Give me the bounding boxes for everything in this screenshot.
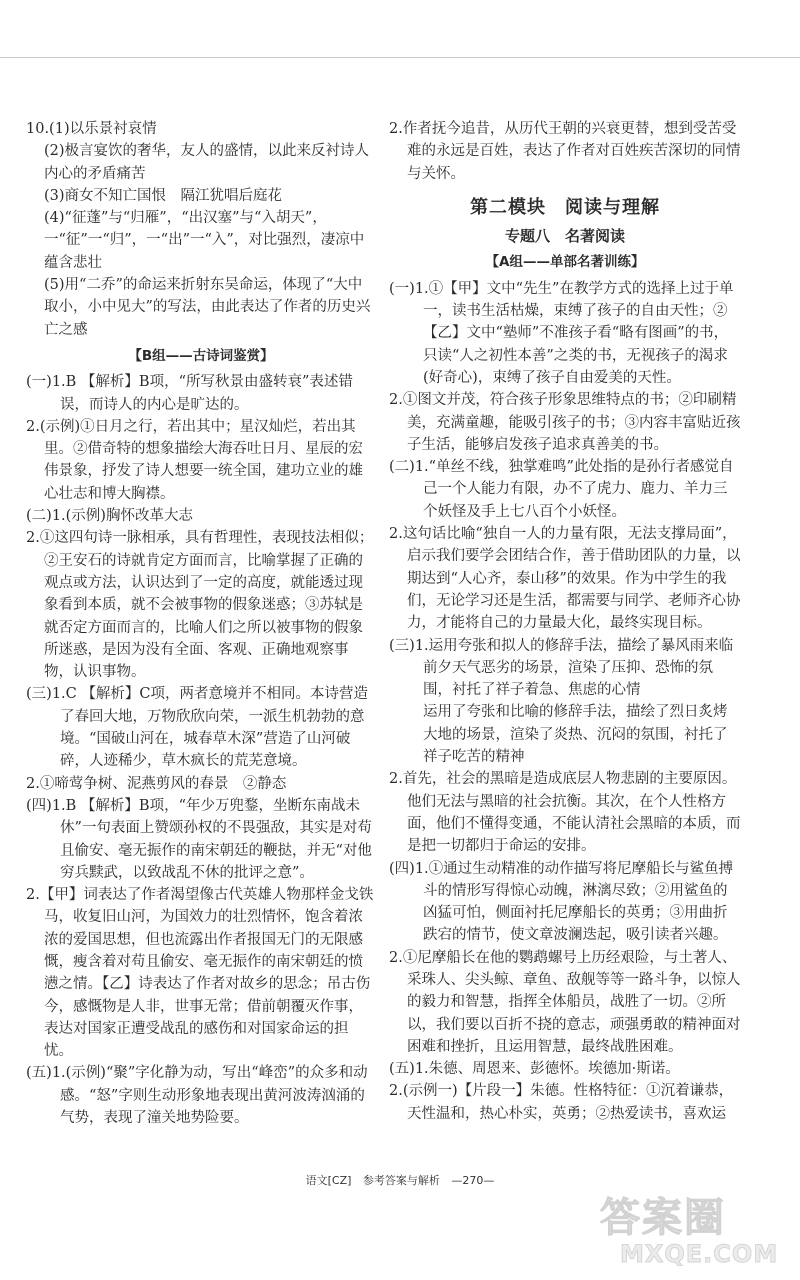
right-column-top	[389, 118, 741, 185]
answer-paragraph: (一)1.①【甲】文中“先生”在教学方式的选择上过于单一，读书生活枯燥，束缚了孩子的自由天性；②【乙】文中“塾师”不准孩子看“略有图画”的书，只读“人之初性本善”之类的书，无视孩子的渴求(好奇心)，束缚了孩子自由爱美的天性。	[389, 280, 734, 386]
answer-paragraph: 【B组——古诗词鉴赏】	[128, 347, 274, 364]
answer-paragraph: 10.(1)以乐景衬哀情	[26, 121, 157, 137]
answer-paragraph: (四)1.①通过生动精准的动作描写将尼摩船长与鲨鱼搏斗的情形写得惊心动魄，淋漓尽致；②用鲨鱼的凶猛可怕，侧面衬托尼摩船长的英勇；③用曲折跌宕的情节，使文章波澜迭起，吸引读者兴趣。	[389, 860, 734, 944]
answer-paragraph: 2.首先，社会的黑暗是造成底层人物悲剧的主要原因。他们无法与黑暗的社会抗衡。其次，在个人性格方面，他们不懂得变通，不能认清社会黑暗的本质，而是把一切都归于命运的安排。	[389, 771, 741, 855]
right-column	[389, 118, 741, 1125]
answer-paragraph: (一)1.B 【解析】B项，“所写秋景由盛转衰”表述错误，而诗人的内心是旷达的。	[26, 374, 353, 413]
answer-paragraph: (5)用“二乔”的命运来折射东吴命运，体现了“大中取小，小中见大”的写法，由此表达了作者的历史兴亡之感	[44, 277, 371, 338]
answer-paragraph: (二)1.“单丝不线，独掌难鸣”此处指的是孙行者感觉自己一个人能力有限，办不了虎力、鹿力、羊力三个妖怪及手上七八百个小妖怪。	[389, 459, 734, 520]
answer-paragraph: (五)1.朱德、周恩来、彭德怀。埃德加·斯诺。	[389, 1061, 680, 1078]
answer-paragraph: (3)商女不知亡国恨 隔江犹唱后庭花	[44, 187, 283, 204]
answer-paragraph: 2.①啼莺争树、泥燕剪风的春景 ②静态	[26, 775, 287, 792]
module-title: 第二模块 阅读与理解	[470, 196, 660, 218]
answer-paragraph: 2.这句话比喻“独自一人的力量有限，无法支撑局面”，启示我们要学会团结合作，善于借助团队的力量，以期达到“人心齐，泰山移”的效果。作为中学生的我们，无论学习还是生活，都需要与同学、老师齐心协力，才能将自己的力量最大化，最终实现目标。	[389, 526, 741, 632]
answer-paragraph: (三)1.C 【解析】C项，两者意境并不相同。本诗营造了春回大地，万物欣欣向荣，一派生机勃勃的意境。“国破山河在，城春草木深”营造了山河破碎，人迹稀少，草木疯长的荒芜意境。	[26, 686, 368, 770]
right-column-answers	[389, 278, 741, 1125]
top-rule	[0, 57, 800, 58]
answer-paragraph: 运用了夸张和比喻的修辞手法，描绘了烈日炙烤大地的场景，渲染了炎热、沉闷的氛围，衬托了祥子吃苦的精神	[423, 704, 728, 766]
answer-paragraph: (2)极言宴饮的奢华，友人的盛情，以此来反衬诗人内心的矛盾痛苦	[44, 143, 370, 182]
answer-paragraph: (五)1.(示例)“聚”字化静为动，写出“峰峦”的众多和动感。“怒”字则生动形象地表现出黄河波涛汹涌的气势，表现了潼关地势险要。	[26, 1065, 368, 1127]
answer-paragraph: (三)1.运用夸张和拟人的修辞手法，描绘了暴风雨来临前夕天气恶劣的场景，渲染了压抑、恐怖的氛围，衬托了祥子着急、焦虑的心情	[389, 637, 734, 699]
watermark-url: MXQE.COM	[620, 1240, 779, 1268]
answer-paragraph: 2.(示例一)【片段一】朱德。性格特征：①沉着谦恭，天性温和，热心朴实，英勇；②热爱读书，喜欢运	[389, 1083, 734, 1122]
left-column	[26, 118, 376, 1129]
answer-paragraph: 2.(示例)①日月之行，若出其中；星汉灿烂，若出其里。②借奇特的想象描绘大海吞吐日月、星辰的宏伟景象，抒发了诗人想要一统全国，建功立业的雄心壮志和博大胸襟。	[26, 418, 363, 502]
watermark-logo: 答案圈	[600, 1195, 726, 1241]
footer-book: 参考答案与解析	[362, 1174, 440, 1187]
topic-title: 专题八 名著阅读	[504, 227, 625, 246]
answer-paragraph: (四)1.B 【解析】B项，“年少万兜鍪，坐断东南战未休”一句表面上赞颂孙权的不畏强敌，其实是对苟且偷安、毫无振作的南宋朝廷的鞭挞，并无“对他穷兵黩武，以致战乱不休的批评之意”。	[26, 797, 372, 881]
answer-paragraph: 2.①这四句诗一脉相承，具有哲理性，表现技法相似；②王安石的诗就肯定方面而言，比喻掌握了正确的观点或方法，认识达到了一定的高度，就能透过现象看到本质，就不会被事物的假象迷惑；③苏轼是就否定方面而言的，比喻人们之所以被事物的假象所迷惑，是因为没有全面、客观、正确地观察事物，认识事物。	[26, 530, 374, 681]
answer-paragraph: 2.①尼摩船长在他的鹦鹉螺号上历经艰险，与土著人、采珠人、尖头鲸、章鱼、敌舰等等一路斗争，以惊人的毅力和智慧，指挥全体船员，战胜了一切。②所以，我们要以百折不挠的意志，顽强勇敢的精神面对困难和挫折，且运用智慧，最终战胜困难。	[389, 949, 741, 1055]
watermark	[600, 1186, 790, 1276]
footer-subject: 语文[CZ]	[305, 1174, 352, 1187]
answer-paragraph: 2.【甲】词表达了作者渴望像古代英雄人物那样金戈铁马，收复旧山河，为国效力的壮烈情怀，饱含着浓浓的爱国思想，但也流露出作者报国无门的无限感慨，瘦含着对苟且偷安、毫无振作的南宋朝廷的愤懑之情。【乙】诗表达了作者对故乡的思念；吊古伤今，感慨物是人非，世事无常；借前朝覆灭作事，表达对国家正遭受战乱的感伤和对国家命运的担忧。	[26, 887, 374, 1060]
group-title: 【A组——单部名著训练】	[485, 254, 645, 271]
answer-paragraph: (二)1.(示例)胸怀改革大志	[26, 508, 193, 525]
answer-paragraph: 2.作者抚今追昔，从历代王朝的兴衰更替，想到受苦受难的永远是百姓，表达了作者对百姓疾苦深切的同情与关怀。	[389, 121, 741, 182]
answer-paragraph: 2.①图文并茂，符合孩子形象思维特点的书；②印刷精美，充满童趣，能吸引孩子的书；③内容丰富贴近孩子生活，能够启发孩子追求真善美的书。	[389, 392, 741, 453]
footer-page-number: —270—	[451, 1174, 495, 1187]
answer-paragraph: (4)“征蓬”与“归雁”，“出汉塞”与“入胡天”，一“征”一“归”，一“出”一“入”，对比强烈，凄凉中蕴含悲壮	[44, 210, 365, 271]
